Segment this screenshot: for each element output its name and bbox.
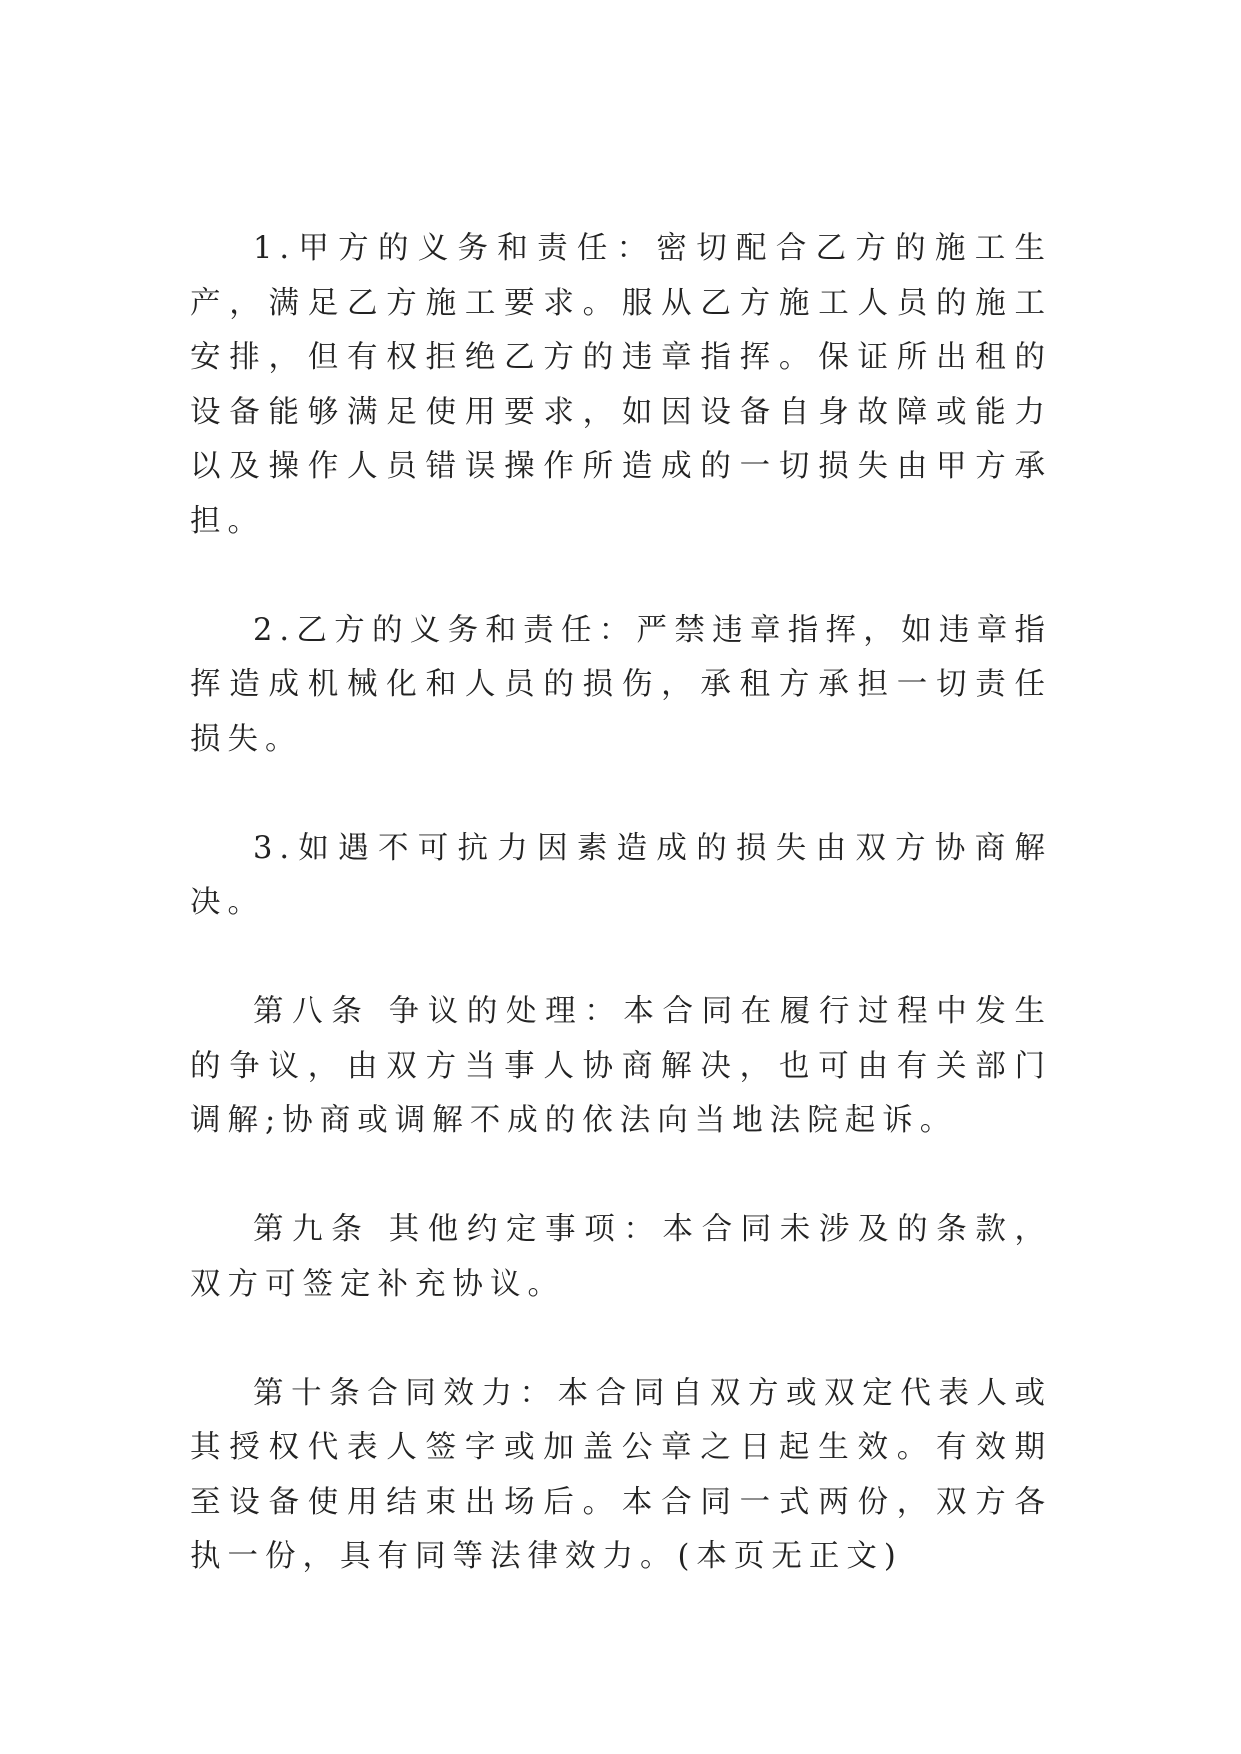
article-8-dispute-resolution: 第八条 争议的处理：本合同在履行过程中发生的争议，由双方当事人协商解决，也可由有关部门调解;协商或调解不成的依法向当地法院起诉。: [190, 994, 1052, 1138]
article-9-other-matters: 第九条 其他约定事项：本合同未涉及的条款，双方可签定补充协议。: [190, 1212, 1052, 1302]
clause-party-a-obligations: 1.甲方的义务和责任：密切配合乙方的施工生产，满足乙方施工要求。服从乙方施工人员的施工安排，但有权拒绝乙方的违章指挥。保证所出租的设备能够满足使用要求，如因设备自身故障或能力以及操作人员错误操作所造成的一切损失由甲方承担。: [190, 231, 1052, 539]
clause-force-majeure: 3.如遇不可抗力因素造成的损失由双方协商解决。: [190, 830, 1052, 920]
document-body: [190, 222, 1052, 1585]
article-10-contract-validity: 第十条合同效力：本合同自双方或双定代表人或其授权代表人签字或加盖公章之日起生效。有效期至设备使用结束出场后。本合同一式两份，双方各执一份，具有同等法律效力。(本页无正文): [190, 1375, 1052, 1574]
clause-party-b-obligations: 2.乙方的义务和责任：严禁违章指挥，如违章指挥造成机械化和人员的损伤，承租方承担一切责任损失。: [190, 612, 1052, 757]
